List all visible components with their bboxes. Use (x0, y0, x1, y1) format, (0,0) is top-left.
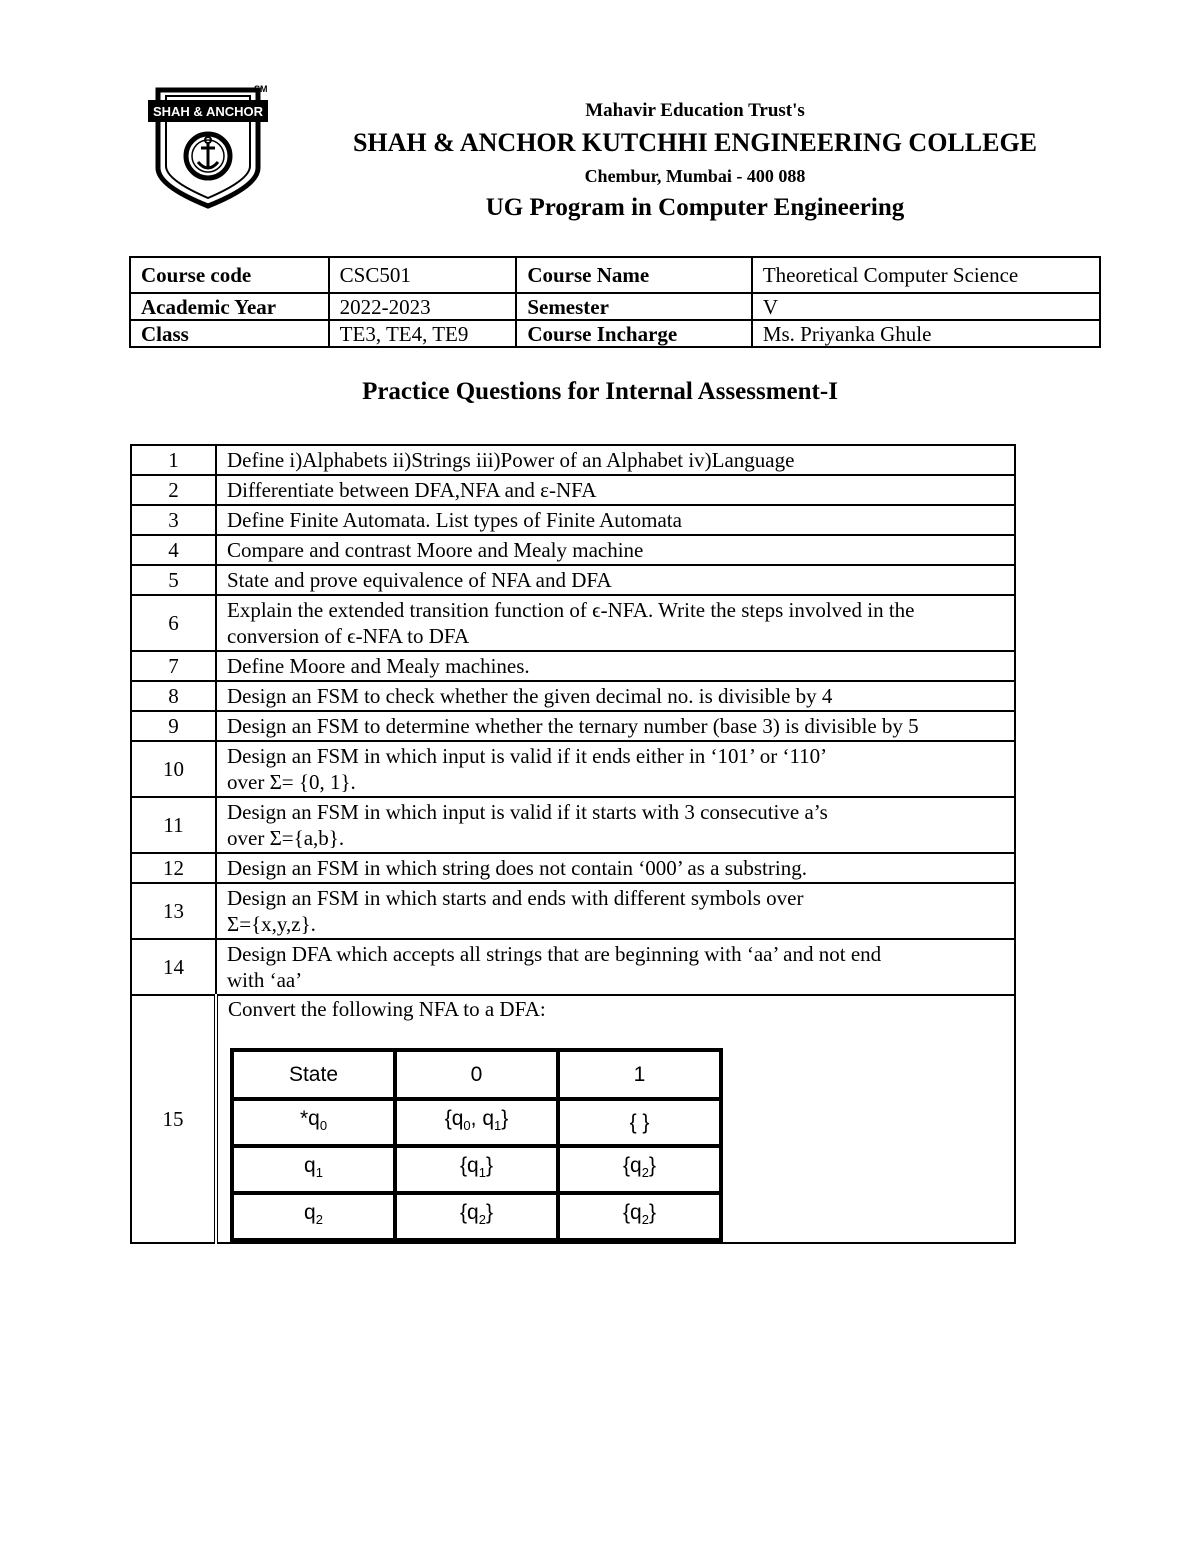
question-number: 15 (131, 995, 216, 1243)
question-row-10 (131, 741, 1015, 797)
questions-table (130, 444, 1016, 1244)
cell-text: {q (623, 1200, 642, 1224)
nfa-state (232, 1099, 395, 1146)
question-line: with ‘aa’ (227, 968, 303, 992)
course-info-table (129, 256, 1101, 348)
question-row-5 (131, 565, 1015, 595)
nfa-header-state: State (232, 1050, 395, 1099)
nfa-state (232, 1193, 395, 1240)
question-text (216, 711, 1015, 741)
question-line: Design an FSM to determine whether the ternary number (base 3) is divisible by 5 (227, 714, 919, 738)
question-number: 10 (131, 741, 216, 797)
question-text (216, 535, 1015, 565)
state-subscript: 1 (315, 1165, 323, 1181)
incharge-label: Course Incharge (516, 320, 752, 347)
question-line: Design DFA which accepts all strings that are beginning with ‘aa’ and not end (227, 942, 882, 966)
nfa-header-row (232, 1050, 721, 1099)
nfa-row-q2 (232, 1193, 721, 1240)
question-number: 9 (131, 711, 216, 741)
question-number: 2 (131, 475, 216, 505)
question-number: 3 (131, 505, 216, 535)
question-text (216, 853, 1015, 883)
question-line: Define i)Alphabets ii)Strings iii)Power of an Alphabet iv)Language (227, 448, 795, 472)
question-number: 13 (131, 883, 216, 939)
academic-year-label: Academic Year (130, 293, 329, 320)
question-text (216, 565, 1015, 595)
nfa-header-0: 0 (395, 1050, 558, 1099)
question-line: Differentiate between DFA,NFA and ε-NFA (227, 478, 597, 502)
question-line: Define Finite Automata. List types of Finite Automata (227, 508, 682, 532)
cell-text: , q (470, 1106, 495, 1130)
question-text (216, 505, 1015, 535)
question-text (216, 883, 1015, 939)
question-text (216, 595, 1015, 651)
cell-subscript: 2 (641, 1165, 649, 1181)
question-row-11 (131, 797, 1015, 853)
cell-text: {q (460, 1153, 479, 1177)
cell-text: } (485, 1200, 493, 1224)
question-line: Explain the extended transition function of ϵ-NFA. Write the steps involved in the (227, 598, 915, 622)
question-text (216, 445, 1015, 475)
course-code-label: Course code (130, 257, 329, 293)
question-number: 7 (131, 651, 216, 681)
logo-trademark: SM (254, 84, 268, 94)
cell-text: } (648, 1200, 656, 1224)
question-line: over Σ= {0, 1}. (227, 770, 356, 794)
cell-text: } (648, 1153, 656, 1177)
question-line: Design an FSM in which input is valid if it ends either in ‘101’ or ‘110’ (227, 744, 828, 768)
question-row-7 (131, 651, 1015, 681)
college-name: SHAH & ANCHOR KUTCHHI ENGINEERING COLLEGE (352, 128, 1038, 157)
cell-subscript: 1 (494, 1118, 502, 1134)
course-code-value: CSC501 (329, 257, 517, 293)
state-subscript: 2 (315, 1212, 323, 1228)
state-subscript: 0 (319, 1118, 328, 1134)
question-line: Design an FSM in which string does not contain ‘000’ as a substring. (227, 856, 807, 880)
cell-subscript: 0 (463, 1118, 471, 1134)
cell-subscript: 1 (478, 1165, 486, 1181)
academic-year-value: 2022-2023 (329, 293, 517, 320)
cell-text: } (485, 1153, 493, 1177)
question-row-4 (131, 535, 1015, 565)
trust-name: Mahavir Education Trust's (585, 100, 805, 121)
nfa-row-q1 (232, 1146, 721, 1193)
question-text (216, 741, 1015, 797)
question-row-2 (131, 475, 1015, 505)
question-line: over Σ={a,b}. (227, 826, 345, 850)
cell-text: {q (444, 1106, 464, 1130)
nfa-cell-0 (395, 1146, 558, 1193)
question-row-15 (131, 995, 1015, 1243)
nfa-state (232, 1146, 395, 1193)
question-number: 5 (131, 565, 216, 595)
question-text (216, 939, 1015, 995)
course-name-label: Course Name (516, 257, 752, 293)
course-name-value: Theoretical Computer Science (752, 257, 1100, 293)
cell-text: } (501, 1106, 509, 1130)
question-line: Define Moore and Mealy machines. (227, 654, 530, 678)
question-number: 6 (131, 595, 216, 651)
question-line: State and prove equivalence of NFA and DFA (227, 568, 612, 592)
q15-text: Convert the following NFA to a DFA: (228, 997, 546, 1021)
question-number: 1 (131, 445, 216, 475)
cell-text: {q (460, 1200, 479, 1224)
question-text (216, 797, 1015, 853)
question-line: Σ={x,y,z}. (227, 912, 316, 936)
page-title: Practice Questions for Internal Assessment-I (362, 378, 838, 405)
question-line: Design an FSM to check whether the given decimal no. is divisible by 4 (227, 684, 833, 708)
nfa-cell-0 (395, 1193, 558, 1240)
nfa-cell-0 (395, 1099, 558, 1146)
cell-subscript: 2 (478, 1212, 486, 1228)
cell-text: {q (623, 1153, 642, 1177)
question-number: 4 (131, 535, 216, 565)
incharge-value: Ms. Priyanka Ghule (752, 320, 1100, 347)
college-address: Chembur, Mumbai - 400 088 (584, 166, 806, 186)
nfa-row-q0 (232, 1099, 721, 1146)
question-row-1 (131, 445, 1015, 475)
logo-text: SHAH & ANCHOR (152, 104, 264, 119)
question-row-8 (131, 681, 1015, 711)
question-number: 8 (131, 681, 216, 711)
question-line: Compare and contrast Moore and Mealy machine (227, 538, 644, 562)
question-text (216, 681, 1015, 711)
question-line: Design an FSM in which starts and ends with different symbols over (227, 886, 804, 910)
question-row-3 (131, 505, 1015, 535)
state-label: *q (299, 1106, 320, 1130)
question-row-12 (131, 853, 1015, 883)
question-row-6 (131, 595, 1015, 651)
nfa-cell-1 (558, 1146, 721, 1193)
nfa-cell-1: { } (558, 1099, 721, 1146)
semester-label: Semester (516, 293, 752, 320)
nfa-transition-table (230, 1048, 723, 1242)
question-line: Design an FSM in which input is valid if it starts with 3 consecutive a’s (227, 800, 828, 824)
question-row-9 (131, 711, 1015, 741)
program-name: UG Program in Computer Engineering (485, 194, 905, 221)
question-row-14 (131, 939, 1015, 995)
nfa-cell-1 (558, 1193, 721, 1240)
question-line: conversion of ϵ-NFA to DFA (227, 624, 470, 648)
state-label: q (304, 1200, 316, 1224)
class-value: TE3, TE4, TE9 (329, 320, 517, 347)
questions-body (131, 445, 1015, 1243)
question-text (216, 475, 1015, 505)
question-number: 11 (131, 797, 216, 853)
question-number: 12 (131, 853, 216, 883)
nfa-header-1: 1 (558, 1050, 721, 1099)
semester-value: V (752, 293, 1100, 320)
class-label: Class (130, 320, 329, 347)
question-text (216, 995, 1015, 1243)
cell-subscript: 2 (641, 1212, 649, 1228)
state-label: q (304, 1153, 316, 1177)
question-row-13 (131, 883, 1015, 939)
question-text (216, 651, 1015, 681)
question-number: 14 (131, 939, 216, 995)
